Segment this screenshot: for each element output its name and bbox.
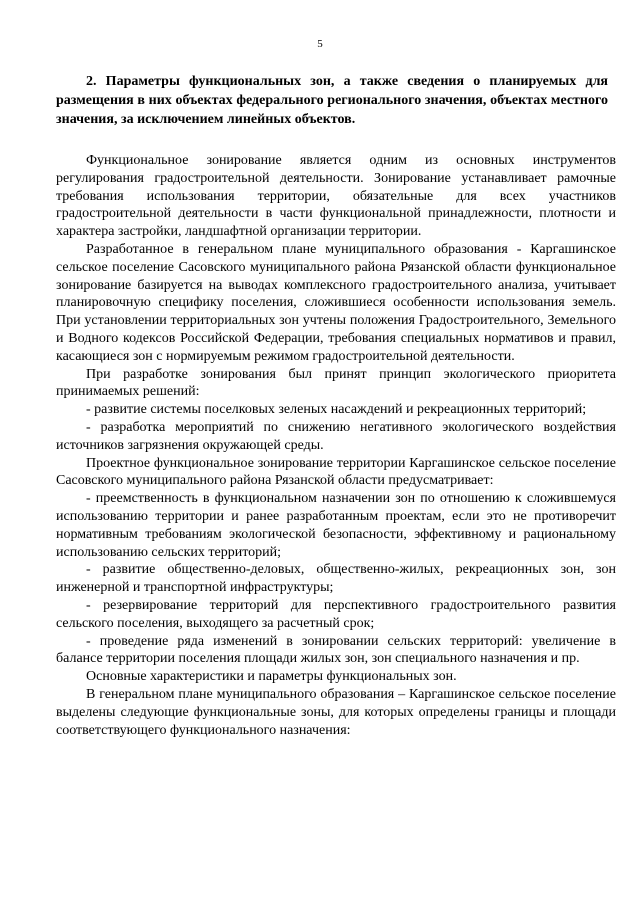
paragraph-eco-principle: При разработке зонирования был принят принцип экологического приоритета принимаемых решений: bbox=[56, 366, 616, 400]
list-item-pollution-measures: - разработка мероприятий по снижению негативного экологического воздействия источников загрязнения окружающей среды. bbox=[56, 419, 616, 453]
list-item-zone-development: - развитие общественно-деловых, общественно-жилых, рекреационных зон, зон инженерной и транспортной инфраструктуры; bbox=[56, 562, 616, 596]
paragraph-project-zoning: Проектное функциональное зонирование территории Каргашинское сельское поселение Сасовского муниципального района Рязанской области предусматривает: bbox=[56, 455, 616, 489]
list-item-reservation: - резервирование территорий для перспективного градостроительного развития сельского поселения, выходящего за расчетный срок; bbox=[56, 597, 616, 631]
list-item-green-areas: - развитие системы поселковых зеленых насаждений и рекреационных территорий; bbox=[86, 402, 587, 418]
paragraph-general-plan: Разработанное в генеральном плане муниципального образования - Каргашинское сельское поселение Сасовского муниципального района Рязанской области функциональное зонирование базируется на выводах комплексного градостроительного анализа, учитывает планировочную специфику поселения, сложившиеся особенности использования земель. При установлении территориальных зон учтены положения Градостроительного, Земельного и Водного кодексов Российской Федерации, требования специальных нормативов и правил, касающиеся зон с нормируемым режимом градостроительной деятельности. bbox=[56, 241, 616, 364]
body-text bbox=[56, 152, 616, 739]
paragraph-characteristics: Основные характеристики и параметры функциональных зон. bbox=[86, 669, 457, 685]
list-item-zoning-changes: - проведение ряда изменений в зонировании сельских территорий: увеличение в балансе территории поселения площади жилых зон, зон специального назначения и пр. bbox=[56, 633, 616, 667]
list-item-continuity: - преемственность в функциональном назначении зон по отношению к сложившемуся использованию территории и ранее разработанным проектам, если это не противоречит нормативным требованиям экологической безопасности, эффективному и рациональному использованию сельских территорий; bbox=[56, 491, 616, 560]
paragraph-zones-defined: В генеральном плане муниципального образования – Каргашинское сельское поселение выделены следующие функциональные зоны, для которых определены границы и площади соответствующего функционального назначения: bbox=[56, 686, 616, 738]
section-heading: 2. Параметры функциональных зон, а также сведения о планируемых для размещения в них объектах федерального регионального значения, объектах местного значения, за исключением линейных объектов. bbox=[56, 74, 608, 127]
paragraph-zoning-intro: Функциональное зонирование является одним из основных инструментов регулирования градостроительной деятельности. Зонирование устанавливает рамочные требования использования территории, обязательные для всех участников градостроительной деятельности в части функциональной принадлежности, плотности и характера застройки, ландшафтной организации территории. bbox=[56, 153, 616, 240]
page-number: 5 bbox=[317, 38, 323, 50]
